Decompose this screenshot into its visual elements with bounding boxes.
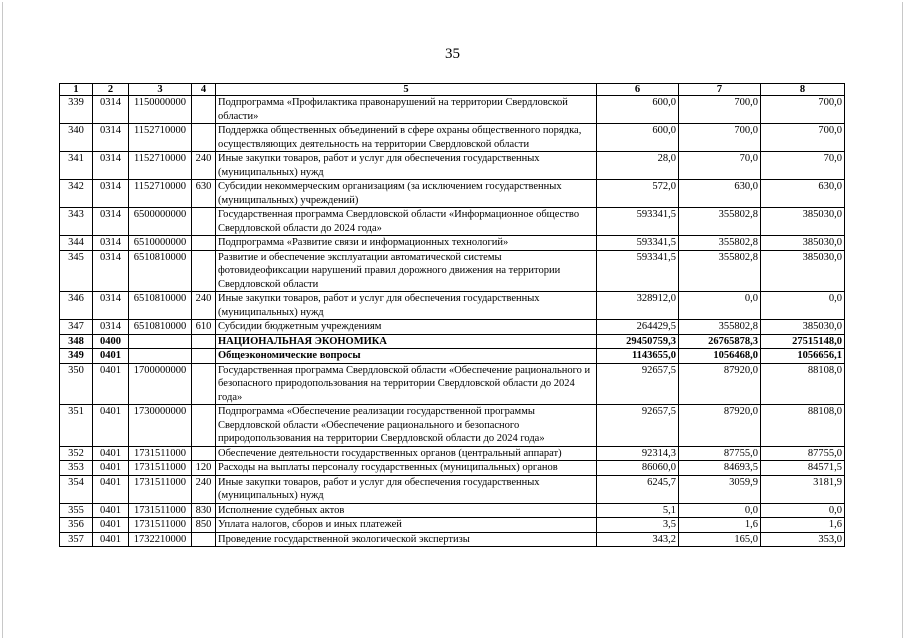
description-cell: Иные закупки товаров, работ и услуг для обеспечения государственных (муниципальных) нужд xyxy=(216,292,597,320)
amount-cell: 1,6 xyxy=(761,518,845,533)
row-number-cell: 355 xyxy=(60,503,93,518)
target-article-cell: 1152710000 xyxy=(129,152,192,180)
amount-cell: 87755,0 xyxy=(761,446,845,461)
description-cell: Расходы на выплаты персоналу государственных (муниципальных) органов xyxy=(216,461,597,476)
description-cell: Уплата налогов, сборов и иных платежей xyxy=(216,518,597,533)
expense-type-cell xyxy=(192,250,216,292)
description-cell: Государственная программа Свердловской области «Информационное общество Свердловской области до 2024 года» xyxy=(216,208,597,236)
amount-cell: 355802,8 xyxy=(679,208,761,236)
amount-cell: 88108,0 xyxy=(761,405,845,447)
expense-type-cell: 240 xyxy=(192,152,216,180)
amount-cell: 385030,0 xyxy=(761,250,845,292)
page-number: 35 xyxy=(445,46,460,62)
target-article-cell: 1152710000 xyxy=(129,124,192,152)
section-code-cell: 0401 xyxy=(93,532,129,547)
description-cell: Субсидии бюджетным учреждениям xyxy=(216,320,597,335)
table-row xyxy=(60,208,845,236)
table-row xyxy=(60,250,845,292)
target-article-cell xyxy=(129,349,192,364)
expense-type-cell: 850 xyxy=(192,518,216,533)
amount-cell: 3,5 xyxy=(597,518,679,533)
amount-cell: 600,0 xyxy=(597,124,679,152)
table-row xyxy=(60,405,845,447)
row-number-cell: 344 xyxy=(60,236,93,251)
expense-type-cell: 630 xyxy=(192,180,216,208)
target-article-cell: 1731511000 xyxy=(129,503,192,518)
header-cell: 8 xyxy=(761,84,845,96)
amount-cell: 165,0 xyxy=(679,532,761,547)
section-code-cell: 0401 xyxy=(93,475,129,503)
table-row xyxy=(60,96,845,124)
row-number-cell: 349 xyxy=(60,349,93,364)
description-cell: Общеэкономические вопросы xyxy=(216,349,597,364)
header-row xyxy=(60,84,845,96)
expense-type-cell xyxy=(192,208,216,236)
amount-cell: 84571,5 xyxy=(761,461,845,476)
table-row xyxy=(60,532,845,547)
expense-type-cell xyxy=(192,236,216,251)
header-cell: 5 xyxy=(216,84,597,96)
description-cell: Подпрограмма «Обеспечение реализации государственной программы Свердловской области «Обеспечение рационального и безопасного природопользования на территории Свердловской области до 2024 года» xyxy=(216,405,597,447)
row-number-cell: 348 xyxy=(60,334,93,349)
amount-cell: 385030,0 xyxy=(761,236,845,251)
table-row xyxy=(60,475,845,503)
amount-cell: 70,0 xyxy=(761,152,845,180)
description-cell: Исполнение судебных актов xyxy=(216,503,597,518)
table-row xyxy=(60,461,845,476)
target-article-cell: 1700000000 xyxy=(129,363,192,405)
target-article-cell: 1730000000 xyxy=(129,405,192,447)
table-row xyxy=(60,292,845,320)
amount-cell: 355802,8 xyxy=(679,236,761,251)
amount-cell: 0,0 xyxy=(679,292,761,320)
amount-cell: 593341,5 xyxy=(597,236,679,251)
description-cell: Обеспечение деятельности государственных органов (центральный аппарат) xyxy=(216,446,597,461)
description-cell: Субсидии некоммерческим организациям (за исключением государственных (муниципальных) учреждений) xyxy=(216,180,597,208)
row-number-cell: 357 xyxy=(60,532,93,547)
target-article-cell: 1731511000 xyxy=(129,475,192,503)
row-number-cell: 351 xyxy=(60,405,93,447)
description-cell: Развитие и обеспечение эксплуатации автоматической системы фотовидеофиксации нарушений правил дорожного движения на территории Свердловской области xyxy=(216,250,597,292)
expense-type-cell xyxy=(192,446,216,461)
section-code-cell: 0314 xyxy=(93,250,129,292)
section-code-cell: 0400 xyxy=(93,334,129,349)
section-code-cell: 0314 xyxy=(93,320,129,335)
amount-cell: 3059,9 xyxy=(679,475,761,503)
section-code-cell: 0314 xyxy=(93,236,129,251)
table-row xyxy=(60,124,845,152)
amount-cell: 700,0 xyxy=(761,96,845,124)
target-article-cell: 1732210000 xyxy=(129,532,192,547)
target-article-cell: 6510000000 xyxy=(129,236,192,251)
description-cell: Иные закупки товаров, работ и услуг для обеспечения государственных (муниципальных) нужд xyxy=(216,152,597,180)
row-number-cell: 340 xyxy=(60,124,93,152)
target-article-cell: 1731511000 xyxy=(129,461,192,476)
target-article-cell: 6500000000 xyxy=(129,208,192,236)
row-number-cell: 342 xyxy=(60,180,93,208)
amount-cell: 92657,5 xyxy=(597,363,679,405)
section-code-cell: 0401 xyxy=(93,446,129,461)
table-row xyxy=(60,503,845,518)
description-cell: Подпрограмма «Профилактика правонарушений на территории Свердловской области» xyxy=(216,96,597,124)
amount-cell: 593341,5 xyxy=(597,250,679,292)
table-row xyxy=(60,152,845,180)
amount-cell: 3181,9 xyxy=(761,475,845,503)
expense-type-cell xyxy=(192,334,216,349)
expense-type-cell: 240 xyxy=(192,292,216,320)
row-number-cell: 346 xyxy=(60,292,93,320)
amount-cell: 353,0 xyxy=(761,532,845,547)
table-row xyxy=(60,320,845,335)
amount-cell: 700,0 xyxy=(761,124,845,152)
amount-cell: 0,0 xyxy=(679,503,761,518)
amount-cell: 92657,5 xyxy=(597,405,679,447)
amount-cell: 700,0 xyxy=(679,96,761,124)
budget-table xyxy=(59,83,845,547)
amount-cell: 28,0 xyxy=(597,152,679,180)
amount-cell: 6245,7 xyxy=(597,475,679,503)
table-row xyxy=(60,363,845,405)
table-row xyxy=(60,446,845,461)
row-number-cell: 356 xyxy=(60,518,93,533)
target-article-cell: 1150000000 xyxy=(129,96,192,124)
amount-cell: 26765878,3 xyxy=(679,334,761,349)
amount-cell: 87920,0 xyxy=(679,405,761,447)
row-number-cell: 352 xyxy=(60,446,93,461)
table-row xyxy=(60,236,845,251)
table-row xyxy=(60,349,845,364)
table-row xyxy=(60,518,845,533)
amount-cell: 86060,0 xyxy=(597,461,679,476)
amount-cell: 29450759,3 xyxy=(597,334,679,349)
header-cell: 2 xyxy=(93,84,129,96)
section-code-cell: 0401 xyxy=(93,349,129,364)
section-code-cell: 0401 xyxy=(93,461,129,476)
table-row xyxy=(60,334,845,349)
expense-type-cell: 610 xyxy=(192,320,216,335)
expense-type-cell xyxy=(192,363,216,405)
amount-cell: 572,0 xyxy=(597,180,679,208)
amount-cell: 87755,0 xyxy=(679,446,761,461)
section-code-cell: 0314 xyxy=(93,208,129,236)
header-cell: 4 xyxy=(192,84,216,96)
amount-cell: 0,0 xyxy=(761,503,845,518)
section-code-cell: 0401 xyxy=(93,518,129,533)
target-article-cell: 6510810000 xyxy=(129,320,192,335)
expense-type-cell xyxy=(192,96,216,124)
expense-type-cell xyxy=(192,405,216,447)
table-row xyxy=(60,180,845,208)
expense-type-cell xyxy=(192,349,216,364)
section-code-cell: 0401 xyxy=(93,363,129,405)
target-article-cell: 1731511000 xyxy=(129,518,192,533)
amount-cell: 355802,8 xyxy=(679,320,761,335)
target-article-cell xyxy=(129,334,192,349)
amount-cell: 92314,3 xyxy=(597,446,679,461)
row-number-cell: 343 xyxy=(60,208,93,236)
description-cell: Иные закупки товаров, работ и услуг для обеспечения государственных (муниципальных) нужд xyxy=(216,475,597,503)
section-code-cell: 0314 xyxy=(93,96,129,124)
row-number-cell: 345 xyxy=(60,250,93,292)
header-cell: 7 xyxy=(679,84,761,96)
amount-cell: 1143655,0 xyxy=(597,349,679,364)
amount-cell: 593341,5 xyxy=(597,208,679,236)
target-article-cell: 1152710000 xyxy=(129,180,192,208)
row-number-cell: 341 xyxy=(60,152,93,180)
description-cell: НАЦИОНАЛЬНАЯ ЭКОНОМИКА xyxy=(216,334,597,349)
row-number-cell: 354 xyxy=(60,475,93,503)
target-article-cell: 6510810000 xyxy=(129,250,192,292)
amount-cell: 5,1 xyxy=(597,503,679,518)
amount-cell: 87920,0 xyxy=(679,363,761,405)
description-cell: Государственная программа Свердловской области «Обеспечение рационального и безопасного природопользования на территории Свердловской области до 2024 года» xyxy=(216,363,597,405)
amount-cell: 600,0 xyxy=(597,96,679,124)
header-cell: 3 xyxy=(129,84,192,96)
row-number-cell: 350 xyxy=(60,363,93,405)
amount-cell: 630,0 xyxy=(761,180,845,208)
section-code-cell: 0314 xyxy=(93,152,129,180)
amount-cell: 27515148,0 xyxy=(761,334,845,349)
amount-cell: 264429,5 xyxy=(597,320,679,335)
amount-cell: 700,0 xyxy=(679,124,761,152)
amount-cell: 385030,0 xyxy=(761,320,845,335)
row-number-cell: 353 xyxy=(60,461,93,476)
amount-cell: 1056656,1 xyxy=(761,349,845,364)
section-code-cell: 0401 xyxy=(93,405,129,447)
amount-cell: 88108,0 xyxy=(761,363,845,405)
amount-cell: 630,0 xyxy=(679,180,761,208)
expense-type-cell: 240 xyxy=(192,475,216,503)
header-cell: 1 xyxy=(60,84,93,96)
section-code-cell: 0314 xyxy=(93,292,129,320)
amount-cell: 343,2 xyxy=(597,532,679,547)
header-cell: 6 xyxy=(597,84,679,96)
row-number-cell: 347 xyxy=(60,320,93,335)
amount-cell: 385030,0 xyxy=(761,208,845,236)
expense-type-cell xyxy=(192,532,216,547)
description-cell: Проведение государственной экологической экспертизы xyxy=(216,532,597,547)
section-code-cell: 0314 xyxy=(93,124,129,152)
section-code-cell: 0314 xyxy=(93,180,129,208)
row-number-cell: 339 xyxy=(60,96,93,124)
amount-cell: 0,0 xyxy=(761,292,845,320)
amount-cell: 1,6 xyxy=(679,518,761,533)
target-article-cell: 1731511000 xyxy=(129,446,192,461)
section-code-cell: 0401 xyxy=(93,503,129,518)
expense-type-cell: 120 xyxy=(192,461,216,476)
expense-type-cell xyxy=(192,124,216,152)
amount-cell: 70,0 xyxy=(679,152,761,180)
expense-type-cell: 830 xyxy=(192,503,216,518)
description-cell: Подпрограмма «Развитие связи и информационных технологий» xyxy=(216,236,597,251)
amount-cell: 328912,0 xyxy=(597,292,679,320)
amount-cell: 84693,5 xyxy=(679,461,761,476)
amount-cell: 1056468,0 xyxy=(679,349,761,364)
target-article-cell: 6510810000 xyxy=(129,292,192,320)
amount-cell: 355802,8 xyxy=(679,250,761,292)
description-cell: Поддержка общественных объединений в сфере охраны общественного порядка, осуществляющих деятельность на территории Свердловской области xyxy=(216,124,597,152)
